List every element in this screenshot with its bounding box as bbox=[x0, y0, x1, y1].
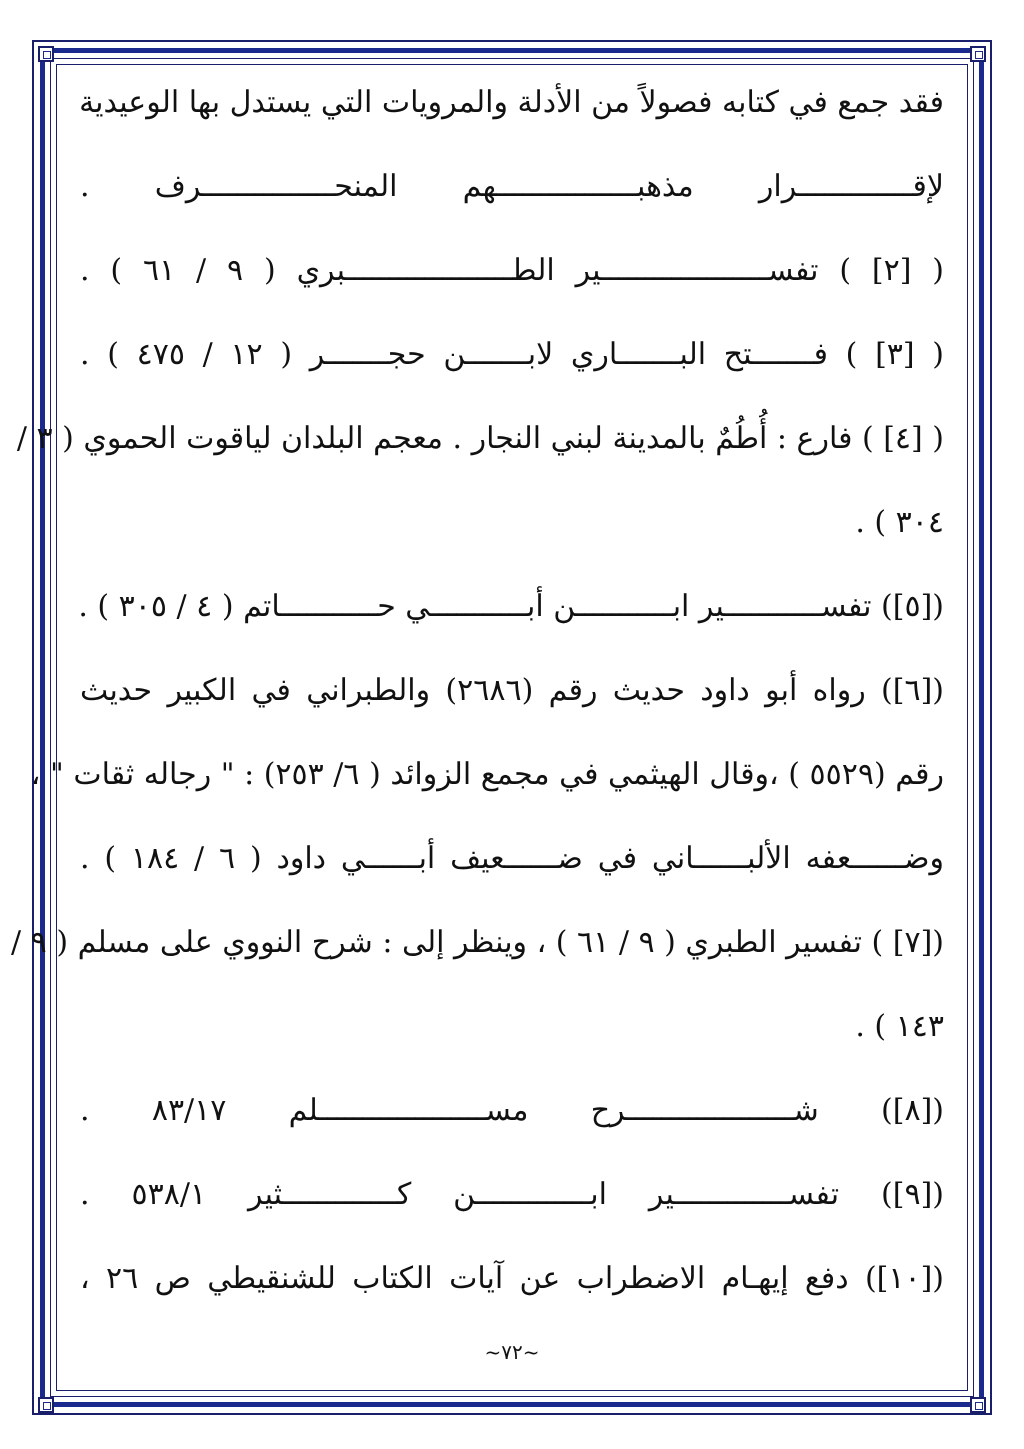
footnote-4-continued: ٣٠٤ ) . bbox=[855, 505, 944, 540]
page-number: ~٧٢~ bbox=[484, 1340, 540, 1364]
text-line: لإقـــــــــــــرار مذهبــــــــــــــــهم المنحـــــــــــــــرف . bbox=[80, 169, 944, 204]
frame-corner-ornament bbox=[38, 46, 54, 62]
footnote-10: ([١٠]) دفع إيهـام الاضطراب عن آيات الكتاب للشنقيطي ص ٢٦ ، bbox=[80, 1261, 945, 1296]
footnote-6-continued: رقم (٥٥٢٩ ) ،وقال الهيثمي في مجمع الزوائد ( ٦/ ٢٥٣) : " رجاله ثقات " ، bbox=[30, 757, 944, 792]
frame-corner-ornament bbox=[970, 1397, 986, 1413]
footnote-6-continued: وضــــــعفه الألبــــــاني في ضــــــعيف أبــــــي داود ( ٦ / ١٨٤ ) . bbox=[80, 841, 944, 876]
footnote-3: ( [٣] ) فـــــــتح البـــــــاري لابـــــــن حجـــــــر ( ١٢ / ٤٧٥ ) . bbox=[80, 337, 944, 372]
footnote-2: ( [٢] ) تفســـــــــــــــــــير الطـــــــــــــــــــبري ( ٩ / ٦١ ) . bbox=[80, 253, 945, 288]
footnote-4: ( [٤] ) فارع : أُطُمٌ بالمدينة لبني النجار . معجم البلدان لياقوت الحموي ( ٣ / bbox=[16, 421, 944, 456]
footnote-7: ([٧] ) تفسير الطبري ( ٩ / ٦١ ) ، وينظر إلى : شرح النووي على مسلم ( ٩ / bbox=[11, 925, 944, 960]
footnote-8: ([٨]) شـــــــــــــــــــرح مســـــــــــــــــــلم ٨٣/١٧ . bbox=[80, 1093, 944, 1128]
footnote-9: ([٩]) تفســـــــــــــير ابـــــــــــــن كـــــــــــــثير ٥٣٨/١ . bbox=[80, 1177, 944, 1212]
footnote-7-continued: ١٤٣ ) . bbox=[855, 1009, 944, 1044]
frame-corner-ornament bbox=[38, 1397, 54, 1413]
text-line: فقد جمع في كتابه فصولاً من الأدلة والمرويات التي يستدل بها الوعيدية bbox=[79, 85, 944, 120]
footnote-6: ([٦]) رواه أبو داود حديث رقم (٢٦٨٦) والطبراني في الكبير حديث bbox=[80, 673, 944, 708]
frame-corner-ornament bbox=[970, 46, 986, 62]
footnote-5: ([٥]) تفســـــــــــير ابـــــــــــن أبـــــــــــي حـــــــــــاتم ( ٤ / ٣٠٥ ) . bbox=[78, 589, 944, 624]
footnotes-body bbox=[11, 80, 945, 1340]
